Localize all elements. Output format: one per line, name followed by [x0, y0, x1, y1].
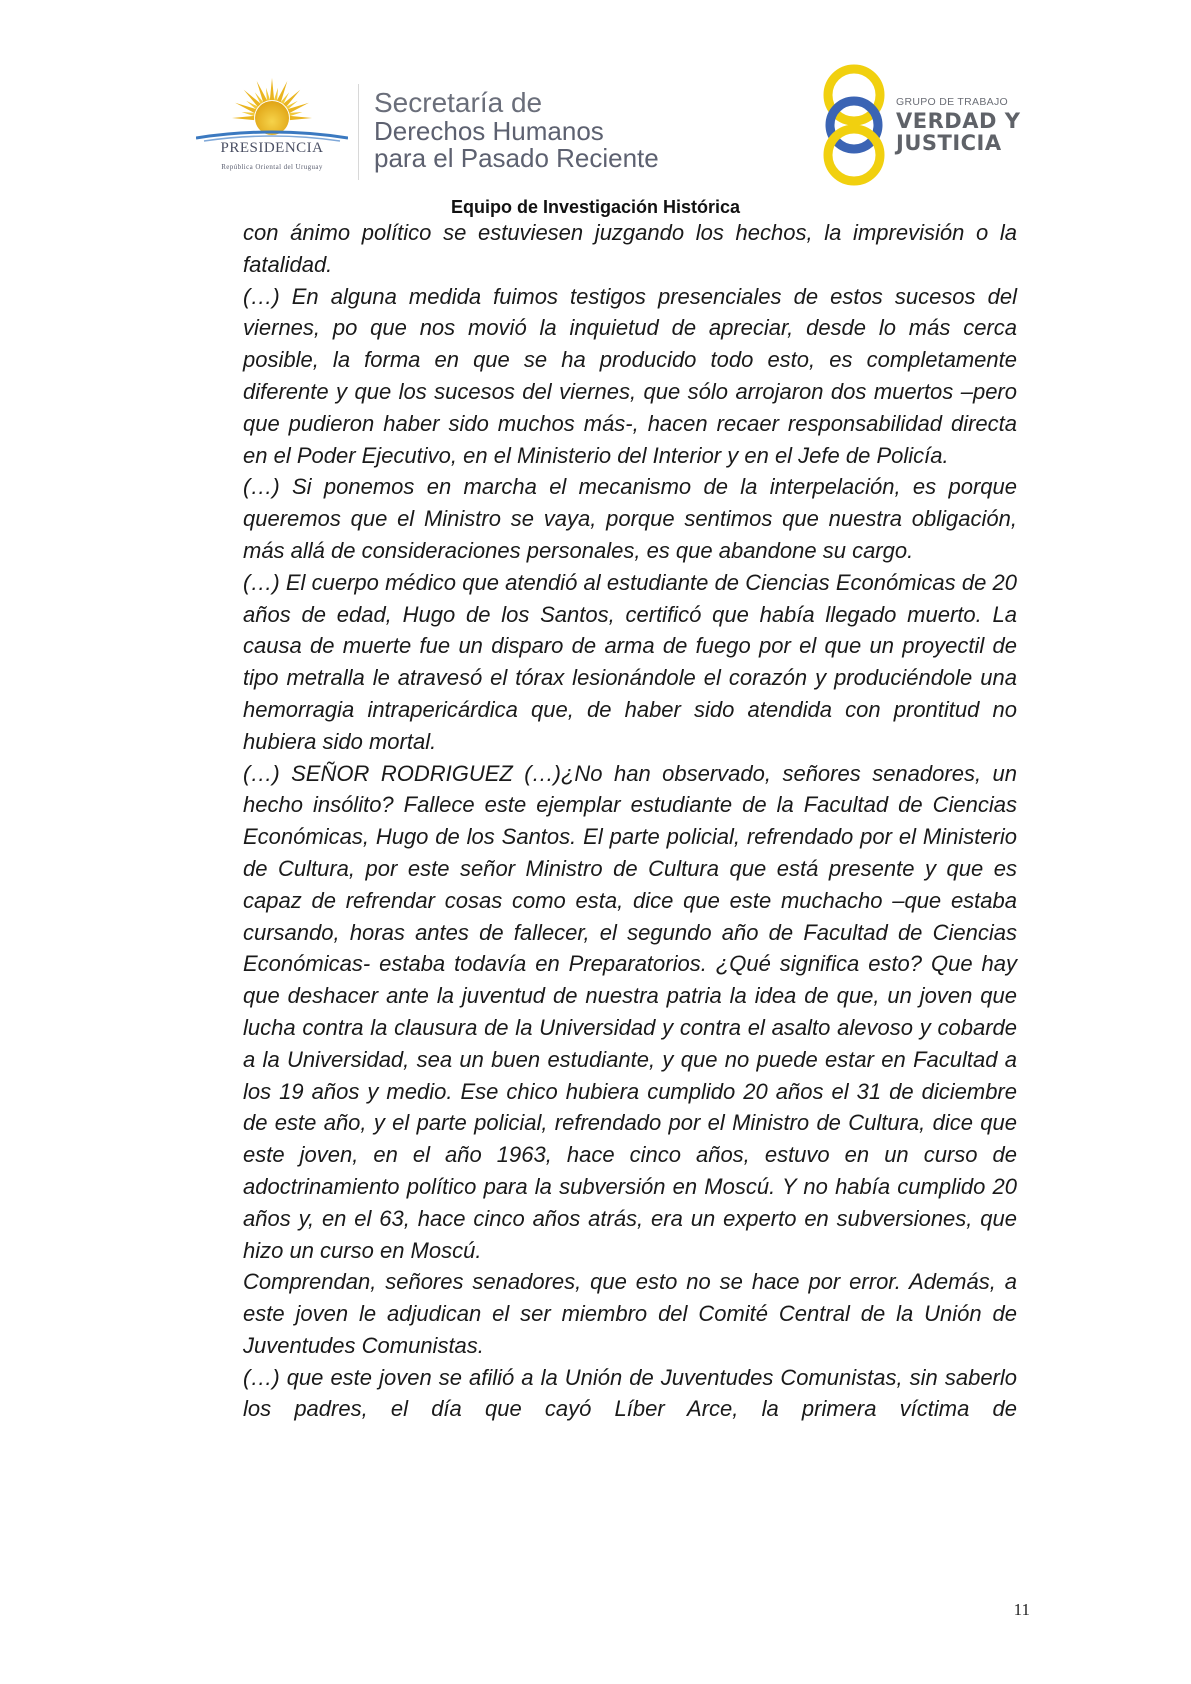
presidencia-logo — [196, 78, 348, 186]
paragraph: (…) SEÑOR RODRIGUEZ (…)¿No han observado, señores senadores, un hecho insólito? Fallece este ejemplar estudiante de la Facultad de Ciencias Económicas, Hugo de los Santos. El parte policial, refrendado por el Ministerio de Cultura, por este señor Ministro de Cultura que está presente y que es capaz de refrendar cosas como esta, dice que este muchacho –que estaba cursando, horas antes de fallecer, el segundo año de Facultad de Ciencias Económicas- estaba todavía en Preparatorios. ¿Qué significa esto? Que hay que deshacer ante la juventud de nuestra patria la idea de que, un joven que lucha contra la clausura de la Universidad y contra el asalto alevoso y cobarde a la Universidad, sea un buen estudiante, y que no puede estar en Facultad a los 19 años y medio. Ese chico hubiera cumplido 20 años el 31 de diciembre de este año, y el parte policial, refrendado por el Ministro de Cultura, dice que este joven, en el año 1963, hace cinco años, estuvo en un curso de adoctrinamiento político para la subversión en Moscú. Y no había cumplido 20 años y, en el 63, hace cinco años atrás, era un experto en subversiones, que hizo un curso en Moscú. — [243, 760, 1017, 1263]
page-header — [0, 0, 1191, 217]
interlocking-rings-icon — [812, 62, 896, 188]
secretaria-title — [374, 88, 704, 172]
paragraph: (…) El cuerpo médico que atendió al estudiante de Ciencias Económicas de 20 años de edad, Hugo de los Santos, certificó que había llegado muerto. La causa de muerte fue un disparo de arma de fuego por el que un proyectil de tipo metralla le atravesó el tórax lesionándole el corazón y produciéndole una hemorragia intrapericárdica que, de haber sido atendida con prontitud no hubiera sido mortal. — [243, 569, 1017, 754]
page-number: 11 — [1013, 1600, 1030, 1619]
secretaria-line-1: Secretaría de — [374, 87, 543, 118]
paragraph: (…) que este joven se afilió a la Unión de Juventudes Comunistas, sin saberlo los padres, el día que cayó Líber Arce, la primera víctima de — [243, 1364, 1017, 1422]
header-divider — [358, 84, 359, 180]
grupo-line-3: JUSTICIA — [896, 131, 1002, 155]
team-title: Equipo de Investigación Histórica — [450, 197, 741, 217]
secretaria-line-3: para el Pasado Reciente — [374, 143, 659, 173]
presidencia-name: PRESIDENCIA — [220, 140, 324, 156]
paragraph: (…) Si ponemos en marcha el mecanismo de la interpelación, es porque queremos que el Ministro se vaya, porque sentimos que nuestra obligación, más allá de consideraciones personales, es que abandone su cargo. — [243, 474, 1017, 563]
secretaria-line-2: Derechos Humanos — [374, 116, 604, 146]
paragraph: con ánimo político se estuviesen juzgando los hechos, la imprevisión o la fatalidad. — [243, 220, 1017, 277]
paragraph: Comprendan, señores senadores, que esto no se hace por error. Además, a este joven le adjudican el ser miembro del Comité Central de la Unión de Juventudes Comunistas. — [243, 1269, 1017, 1358]
document-body — [243, 217, 1017, 1425]
presidencia-subtitle: República Oriental del Uruguay — [221, 163, 323, 171]
grupo-line-1: GRUPO DE TRABAJO — [896, 96, 1008, 108]
grupo-line-2: VERDAD Y — [896, 109, 1021, 133]
grupo-verdad-justicia-logo — [812, 62, 1022, 188]
paragraph: (…) En alguna medida fuimos testigos presenciales de estos sucesos del viernes, po que nos movió la inquietud de apreciar, desde lo más cerca posible, la forma en que se ha producido todo esto, es completamente diferente y que los sucesos del viernes, que sólo arrojaron dos muertos –pero que pudieron haber sido muchos más-, hacen recaer responsabilidad directa en el Poder Ejecutivo, en el Ministerio del Interior y en el Jefe de Policía. — [243, 283, 1017, 468]
sun-icon — [196, 78, 348, 142]
